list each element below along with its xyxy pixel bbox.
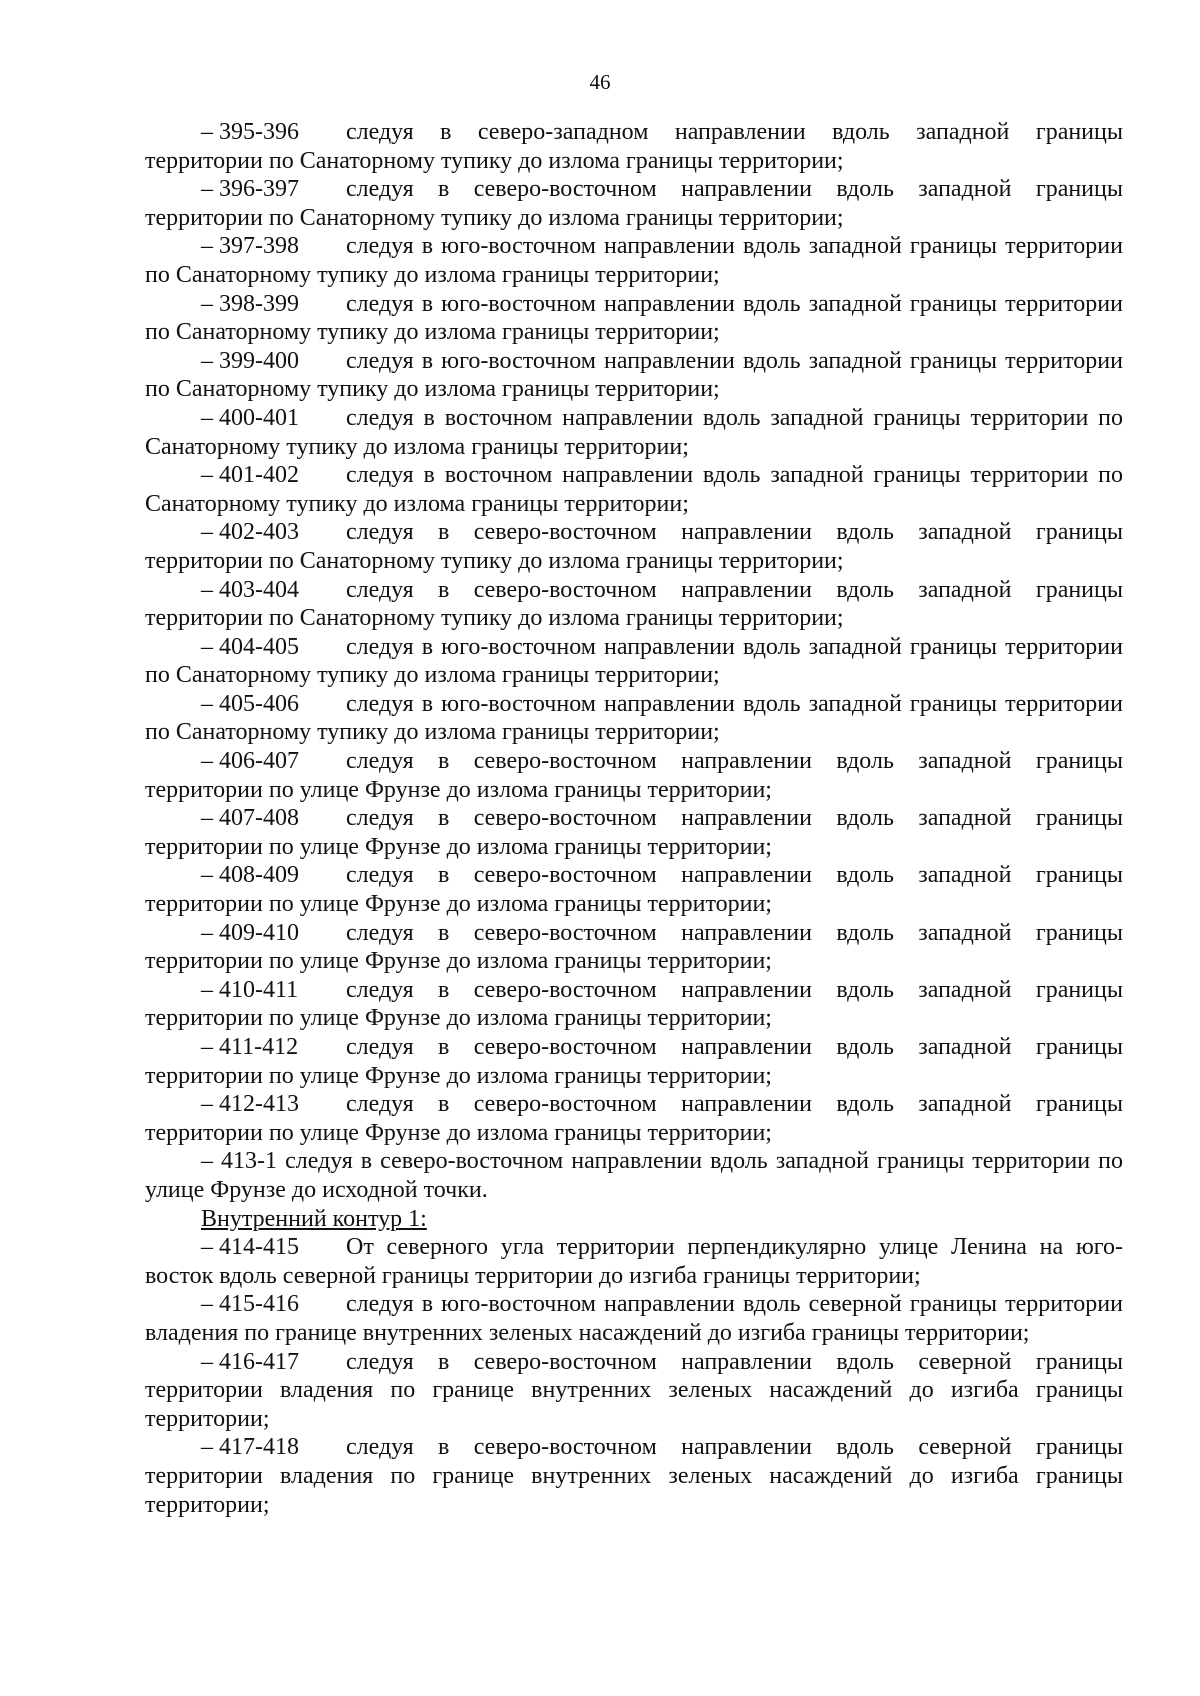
item-text: следуя в северо-восточном направлении вдоль западной границы территории по улице Фрунзе до излома границы территории; bbox=[145, 1091, 1123, 1146]
list-item bbox=[145, 1233, 1123, 1290]
item-number: – 411-412 bbox=[201, 1034, 299, 1060]
item-text: следуя в северо-восточном направлении вдоль западной границы территории по улице Фрунзе до излома границы территории; bbox=[145, 919, 1123, 975]
item-number: – 403-404 bbox=[201, 576, 299, 603]
item-number: – 415-416 bbox=[201, 1291, 299, 1318]
item-number: – 397-398 bbox=[201, 233, 299, 260]
item-text: следуя в юго-восточном направлении вдоль западной границы территории по Санаторному тупику до излома границы территории; bbox=[145, 690, 1123, 746]
item-number: – 414-415 bbox=[201, 1234, 299, 1261]
item-text: следуя в юго-восточном направлении вдоль западной границы территории по Санаторному тупику до излома границы территории; bbox=[145, 290, 1123, 346]
list-item bbox=[145, 747, 1123, 804]
item-number: – 412-413 bbox=[201, 1091, 299, 1118]
item-number: – 406-407 bbox=[201, 748, 299, 775]
item-text: следуя в северо-восточном направлении вдоль западной границы территории по улице Фрунзе до излома границы территории; bbox=[145, 862, 1123, 918]
item-number: – 401-402 bbox=[201, 462, 299, 489]
list-item bbox=[145, 1090, 1123, 1147]
list-item bbox=[145, 633, 1123, 690]
list-item bbox=[145, 576, 1123, 633]
list-item bbox=[145, 919, 1123, 976]
item-number: – 416-417 bbox=[201, 1348, 299, 1375]
list-item-final bbox=[145, 1147, 1123, 1204]
list-item bbox=[145, 1290, 1123, 1347]
item-text: следуя в юго-восточном направлении вдоль северной границы территории владения по границе внутренних зеленых насаждений до изгиба границы территории; bbox=[145, 1291, 1123, 1346]
item-text: следуя в северо-восточном направлении вдоль западной границы территории по улице Фрунзе до исходной точки. bbox=[145, 1148, 1123, 1203]
item-number: – 405-406 bbox=[201, 690, 299, 717]
list-item bbox=[145, 404, 1123, 461]
item-number: – 400-401 bbox=[201, 404, 299, 431]
item-text: следуя в юго-восточном направлении вдоль западной границы территории по Санаторному тупику до излома границы территории; bbox=[145, 347, 1123, 403]
item-text: следуя в восточном направлении вдоль западной границы территории по Санаторному тупику до излома границы территории; bbox=[145, 404, 1123, 460]
list-item bbox=[145, 976, 1123, 1033]
item-number: – 408-409 bbox=[201, 862, 299, 889]
item-number: – 413-1 bbox=[201, 1148, 278, 1175]
item-number: – 399-400 bbox=[201, 347, 299, 374]
item-text: следуя в северо-восточном направлении вдоль северной границы территории владения по границе внутренних зеленых насаждений до изгиба границы территории; bbox=[145, 1434, 1123, 1518]
item-text: следуя в северо-восточном направлении вдоль западной границы территории по улице Фрунзе до излома границы территории; bbox=[145, 1034, 1123, 1089]
item-text: следуя в северо-восточном направлении вдоль западной границы территории по улице Фрунзе до излома границы территории; bbox=[145, 805, 1123, 860]
list-item bbox=[145, 290, 1123, 347]
item-text: следуя в восточном направлении вдоль западной границы территории по Санаторному тупику до излома границы территории; bbox=[145, 462, 1123, 517]
list-item bbox=[145, 232, 1123, 289]
item-number: – 417-418 bbox=[201, 1434, 299, 1461]
item-text: следуя в северо-восточном направлении вдоль северной границы территории владения по границе внутренних зеленых насаждений до изгиба границы территории; bbox=[145, 1348, 1123, 1432]
item-number: – 404-405 bbox=[201, 633, 299, 660]
list-item bbox=[145, 1033, 1123, 1090]
item-number: – 407-408 bbox=[201, 805, 299, 832]
item-text: следуя в северо-восточном направлении вдоль западной границы территории по улице Фрунзе до излома границы территории; bbox=[145, 748, 1123, 803]
list-item bbox=[145, 347, 1123, 404]
list-item bbox=[145, 1433, 1123, 1519]
item-number: – 409-410 bbox=[201, 919, 299, 946]
item-text: следуя в северо-восточном направлении вдоль западной границы территории по Санаторному тупику до излома границы территории; bbox=[145, 576, 1123, 632]
list-item bbox=[145, 861, 1123, 918]
list-item bbox=[145, 518, 1123, 575]
item-number: – 396-397 bbox=[201, 176, 299, 203]
page-number: 46 bbox=[589, 70, 611, 94]
list-item bbox=[145, 175, 1123, 232]
inner-contour-heading bbox=[145, 1205, 1123, 1234]
item-number: – 410-411 bbox=[201, 976, 299, 1003]
heading-text: Внутренний контур 1: bbox=[201, 1205, 427, 1232]
list-item bbox=[145, 804, 1123, 861]
item-text: От северного угла территории перпендикулярно улице Ленина на юго-восток вдоль северной границы территории до изгиба границы территории; bbox=[145, 1234, 1123, 1289]
list-item bbox=[145, 461, 1123, 518]
list-item bbox=[145, 1348, 1123, 1434]
document-body bbox=[145, 118, 1123, 1519]
item-number: – 402-403 bbox=[201, 519, 299, 546]
list-item bbox=[145, 118, 1123, 175]
item-text: следуя в северо-западном направлении вдоль западной границы территории по Санаторному тупику до излома границы территории; bbox=[145, 119, 1123, 174]
item-text: следуя в северо-восточном направлении вдоль западной границы территории по улице Фрунзе до излома границы территории; bbox=[145, 976, 1123, 1032]
item-text: следуя в юго-восточном направлении вдоль западной границы территории по Санаторному тупику до излома границы территории; bbox=[145, 633, 1123, 689]
item-text: следуя в северо-восточном направлении вдоль западной границы территории по Санаторному тупику до излома границы территории; bbox=[145, 519, 1123, 574]
item-number: – 398-399 bbox=[201, 290, 299, 317]
item-text: следуя в юго-восточном направлении вдоль западной границы территории по Санаторному тупику до излома границы территории; bbox=[145, 233, 1123, 288]
list-item bbox=[145, 690, 1123, 747]
item-number: – 395-396 bbox=[201, 119, 299, 145]
item-text: следуя в северо-восточном направлении вдоль западной границы территории по Санаторному тупику до излома границы территории; bbox=[145, 176, 1123, 231]
